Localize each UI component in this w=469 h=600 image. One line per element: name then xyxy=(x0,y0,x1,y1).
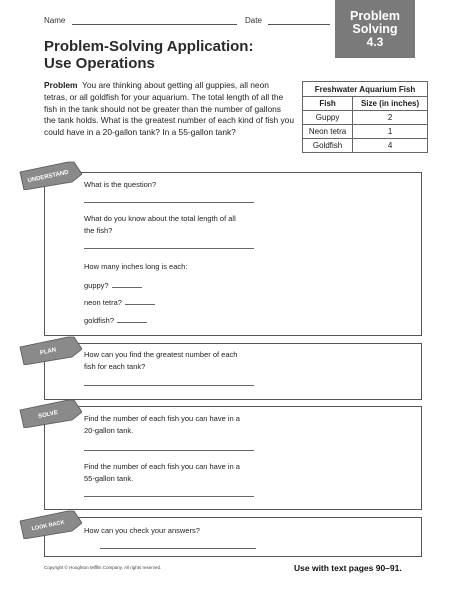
copyright-notice: Copyright © Houghton Mifflin Company. All rights reserved. xyxy=(44,565,162,570)
plan-q1-line2: fish for each tank? xyxy=(84,362,146,371)
goldfish-label: goldfish? xyxy=(84,316,115,325)
plan-tag-text: PLAN xyxy=(39,347,57,357)
table-cell: Goldfish xyxy=(303,139,353,153)
title-line-2: Use Operations xyxy=(44,55,155,72)
neon-tetra-label: neon tetra? xyxy=(84,298,122,307)
table-row xyxy=(303,111,428,125)
look-back-tag-text: LOOK BACK xyxy=(31,519,66,533)
answer-line[interactable] xyxy=(84,496,254,497)
page-title xyxy=(44,38,304,72)
title-line-1: Problem-Solving Application: xyxy=(44,38,254,55)
plan-q1-line1: How can you find the greatest number of each xyxy=(84,350,238,359)
date-label: Date xyxy=(245,16,262,25)
goldfish-prompt xyxy=(84,315,147,327)
problem-statement xyxy=(44,80,294,139)
goldfish-answer-line[interactable] xyxy=(117,315,147,323)
table-cell: 2 xyxy=(353,111,428,125)
table-cell: Neon tetra xyxy=(303,125,353,139)
solve-tag xyxy=(18,398,76,424)
solve-q1-line1: Find the number of each fish you can have in a xyxy=(84,414,240,423)
problem-label: Problem xyxy=(44,80,78,90)
badge-line-2: Solving xyxy=(352,22,398,36)
answer-line[interactable] xyxy=(100,548,256,549)
table-caption: Freshwater Aquarium Fish xyxy=(303,82,428,97)
table-header-fish: Fish xyxy=(303,97,353,111)
guppy-answer-line[interactable] xyxy=(112,280,142,288)
understand-q2-line2: the fish? xyxy=(84,226,113,235)
fish-size-table xyxy=(302,81,428,153)
problem-text: You are thinking about getting all guppies, all neon tetras, or all goldfish for your aquarium. The total length of all the fish in the tank should not be greater than the number of gallons the tank holds. What is the greatest number of each kind of fish you could have in a 20-gallon tank? In a 55-gallon tank? xyxy=(44,80,294,138)
date-field[interactable] xyxy=(268,24,330,25)
neon-tetra-answer-line[interactable] xyxy=(125,297,155,305)
solve-q2-line1: Find the number of each fish you can have in a xyxy=(84,462,240,471)
plan-tag xyxy=(18,335,76,361)
table-cell: 1 xyxy=(353,125,428,139)
table-cell: Guppy xyxy=(303,111,353,125)
guppy-label: guppy? xyxy=(84,281,109,290)
understand-section xyxy=(44,172,422,336)
solve-q1-line2: 20-gallon tank. xyxy=(84,426,134,435)
badge-line-3: 4.3 xyxy=(366,35,384,49)
solve-q2-line2: 55-gallon tank. xyxy=(84,474,134,483)
name-field[interactable] xyxy=(72,24,237,25)
understand-q3: How many inches long is each: xyxy=(84,262,188,271)
guppy-prompt xyxy=(84,280,142,292)
table-header-size: Size (in inches) xyxy=(353,97,428,111)
badge-line-1: Problem xyxy=(349,9,400,23)
answer-line[interactable] xyxy=(84,450,254,451)
table-row xyxy=(303,125,428,139)
answer-line[interactable] xyxy=(84,248,254,249)
look-back-q1: How can you check your answers? xyxy=(84,526,200,535)
lesson-badge xyxy=(335,0,415,58)
neon-tetra-prompt xyxy=(84,297,155,309)
look-back-tag xyxy=(18,509,76,535)
solve-tag-text: SOLVE xyxy=(37,409,59,420)
understand-tag xyxy=(18,160,76,186)
understand-tag-text: UNDERSTAND xyxy=(27,169,70,185)
understand-q2-line1: What do you know about the total length of all xyxy=(84,214,236,223)
answer-line[interactable] xyxy=(84,202,254,203)
answer-line[interactable] xyxy=(84,385,254,386)
table-row xyxy=(303,139,428,153)
understand-q1: What is the question? xyxy=(84,180,157,189)
text-pages-note: Use with text pages 90–91. xyxy=(294,563,402,573)
look-back-section xyxy=(44,517,422,557)
name-label: Name xyxy=(44,16,66,25)
table-cell: 4 xyxy=(353,139,428,153)
